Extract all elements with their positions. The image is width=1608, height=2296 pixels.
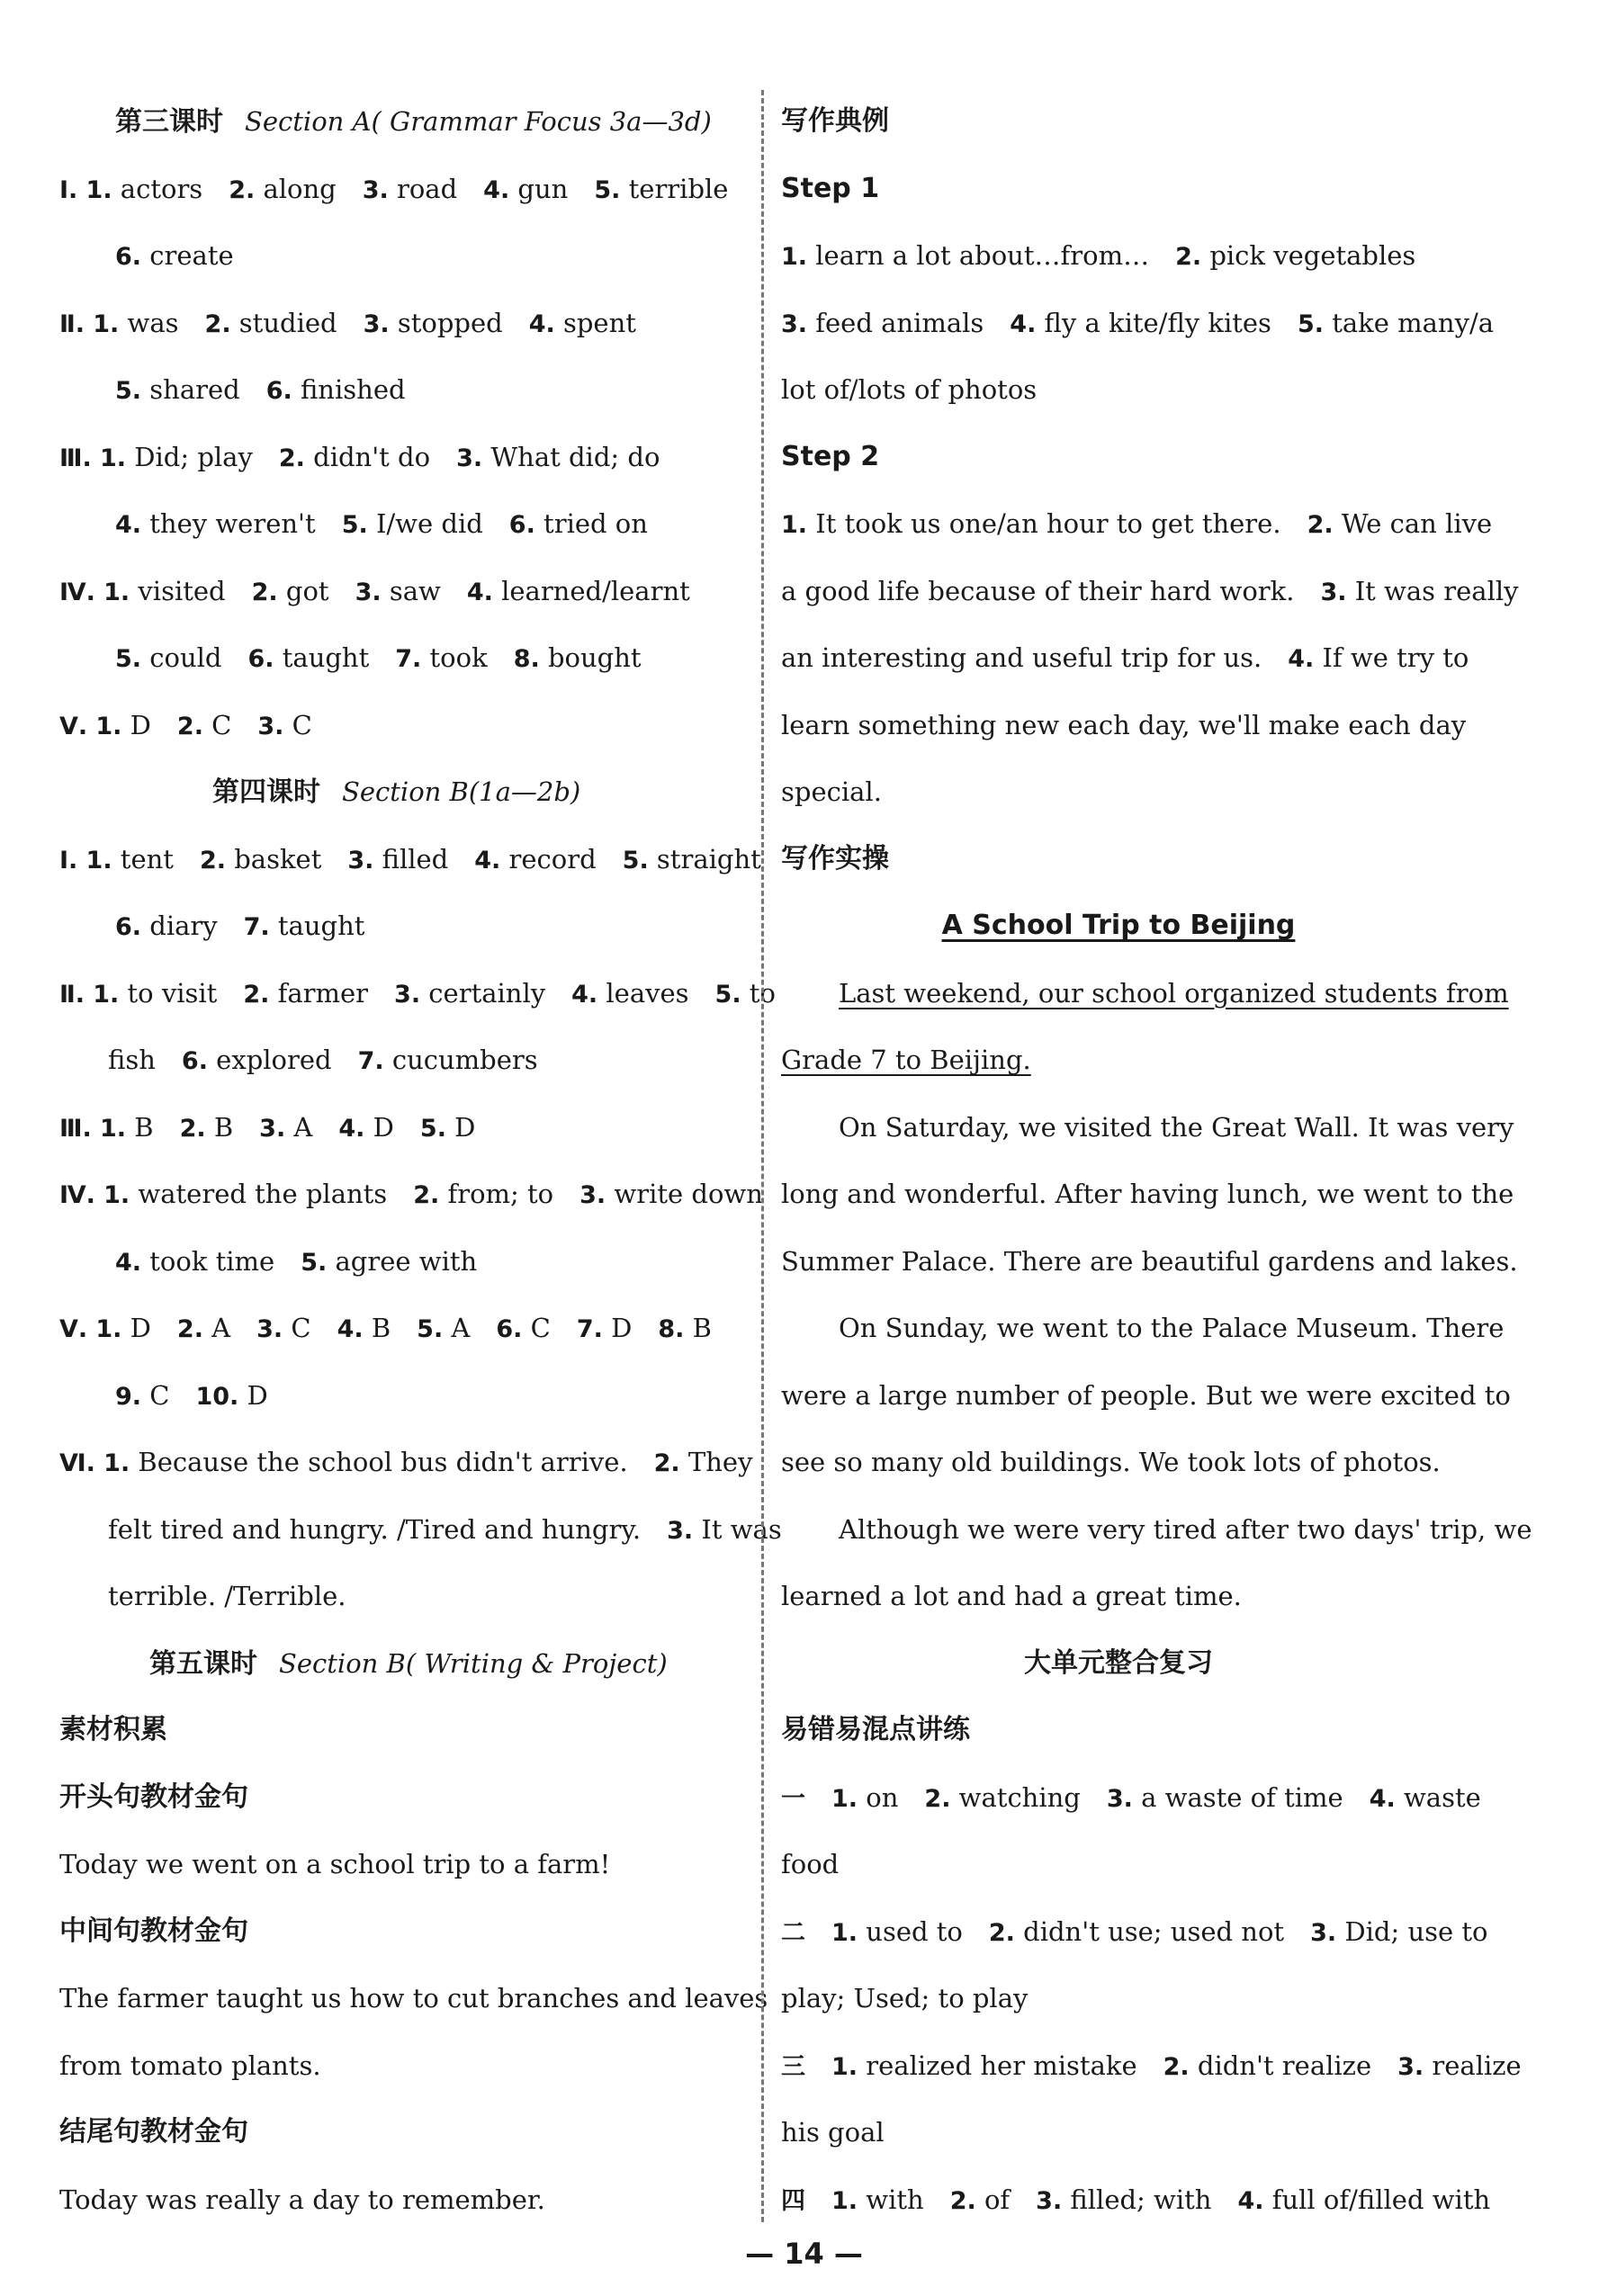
page-number: — 14 —: [745, 2237, 863, 2271]
answer-line: an interesting and useful trip for us. 4. If we try to: [781, 642, 1469, 673]
answer-line: Ⅵ. 1. Because the school bus didn't arrive. 2. They: [59, 1447, 753, 1477]
answer-line: play; Used; to play: [781, 1983, 1029, 2013]
answer-line: learned a lot and had a great time.: [781, 1581, 1242, 1611]
answer-line: see so many old buildings. We took lots of photos.: [781, 1447, 1441, 1477]
subheading: 开头句教材金句: [59, 1780, 248, 1813]
answer-line: 5. shared 6. finished: [115, 374, 406, 405]
subheading: 中间句教材金句: [59, 1915, 248, 1947]
lesson-heading: [59, 758, 743, 826]
answer-line: Summer Palace. There are beautiful gardens and lakes.: [781, 1245, 1518, 1277]
answer-line: Ⅱ. 1. was 2. studied 3. stopped 4. spent: [59, 307, 636, 338]
answer-line: 4. took time 5. agree with: [115, 1245, 478, 1277]
answer-line: Ⅰ. 1. actors 2. along 3. road 4. gun 5. terrible: [59, 173, 729, 204]
answer-line: lot of/lots of photos: [781, 374, 1038, 405]
answer-line: 4. they weren't 5. I/we did 6. tried on: [115, 508, 648, 539]
answer-line: terrible. /Terrible.: [108, 1581, 346, 1611]
answer-line: learn something new each day, we'll make each day: [781, 709, 1467, 740]
subheading: 结尾句教材金句: [59, 2116, 248, 2148]
subheading: 写作典例: [781, 105, 889, 137]
answer-line: 9. C 10. D: [115, 1379, 268, 1411]
unit-review-heading: 大单元整合复习: [1024, 1646, 1213, 1679]
lesson-section-en: Section B(1a—2b): [342, 776, 581, 807]
answer-line: Ⅲ. 1. Did; play 2. didn't do 3. What did; do: [59, 441, 660, 472]
answer-line: Ⅳ. 1. watered the plants 2. from; to 3. write down: [59, 1179, 763, 1209]
answer-line: 一 1. on 2. watching 3. a waste of time 4. waste: [781, 1781, 1481, 1813]
answer-line: 6. diary 7. taught: [115, 910, 365, 941]
left-column: [59, 88, 782, 2233]
answer-line: 6. create: [115, 240, 234, 271]
answer-line: 四 1. with 2. of 3. filled; with 4. full of/filled with: [781, 2184, 1491, 2215]
answer-line: Today was really a day to remember.: [59, 2184, 545, 2215]
answer-line: 1. It took us one/an hour to get there. 2. We can live: [781, 508, 1493, 539]
right-column: [781, 88, 1532, 2233]
answer-line: Ⅴ. 1. D 2. C 3. C: [59, 709, 312, 740]
answer-line: special.: [781, 776, 882, 807]
subheading: 素材积累: [59, 1714, 167, 1745]
subheading: 易错易混点讲练: [781, 1714, 970, 1745]
step-label: Step 2: [781, 440, 880, 472]
answer-line: 3. feed animals 4. fly a kite/fly kites 5. take many/a: [781, 307, 1495, 338]
essay-title: A School Trip to Beijing: [941, 910, 1296, 941]
lesson-section-en: Section A( Grammar Focus 3a—3d): [245, 106, 712, 137]
answer-line: Last weekend, our school organized students from: [839, 977, 1509, 1009]
answer-line: Ⅴ. 1. D 2. A 3. C 4. B 5. A 6. C 7. D 8. B: [59, 1313, 712, 1343]
answer-line: Ⅰ. 1. tent 2. basket 3. filled 4. record 5. straight: [59, 843, 761, 874]
lesson-heading: [59, 88, 743, 156]
step-label: Step 1: [781, 172, 880, 204]
answer-line: were a large number of people. But we were excited to: [781, 1379, 1511, 1411]
answer-line: Grade 7 to Beijing.: [781, 1045, 1031, 1075]
answer-line: 1. learn a lot about…from… 2. pick vegetables: [781, 240, 1416, 271]
answer-line: Ⅳ. 1. visited 2. got 3. saw 4. learned/learnt: [59, 575, 690, 606]
answer-line: his goal: [781, 2117, 885, 2148]
answer-line: Today we went on a school trip to a farm!: [59, 1849, 611, 1879]
answer-line: On Sunday, we went to the Palace Museum. There: [839, 1313, 1505, 1343]
subheading: 写作实操: [781, 842, 889, 874]
lesson-heading: [59, 1630, 743, 1698]
answer-line: Ⅲ. 1. B 2. B 3. A 4. D 5. D: [59, 1111, 476, 1143]
answer-line: Although we were very tired after two days' trip, we: [839, 1513, 1532, 1545]
answer-line: Ⅱ. 1. to visit 2. farmer 3. certainly 4. leaves 5. to: [59, 977, 776, 1009]
answer-line: 二 1. used to 2. didn't use; used not 3. Did; use to: [781, 1915, 1488, 1947]
answer-line: On Saturday, we visited the Great Wall. It was very: [839, 1111, 1514, 1143]
answer-line: long and wonderful. After having lunch, we went to the: [781, 1179, 1514, 1209]
column-divider: [761, 90, 764, 2222]
answer-line: felt tired and hungry. /Tired and hungry. 3. It was: [108, 1513, 782, 1545]
answer-line: a good life because of their hard work. 3. It was really: [781, 575, 1519, 606]
answer-line: from tomato plants.: [59, 2049, 321, 2081]
answer-line: fish 6. explored 7. cucumbers: [108, 1045, 538, 1075]
lesson-title-cn: 第四课时: [212, 776, 320, 808]
answer-line: food: [781, 1849, 840, 1879]
lesson-title-cn: 第三课时: [115, 106, 223, 138]
answer-line: 5. could 6. taught 7. took 8. bought: [115, 642, 642, 673]
lesson-title-cn: 第五课时: [149, 1647, 257, 1680]
answer-line: 三 1. realized her mistake 2. didn't realize 3. realize: [781, 2049, 1522, 2081]
lesson-section-en: Section B( Writing & Project): [279, 1647, 668, 1679]
answer-line: The farmer taught us how to cut branches and leaves: [59, 1983, 768, 2013]
